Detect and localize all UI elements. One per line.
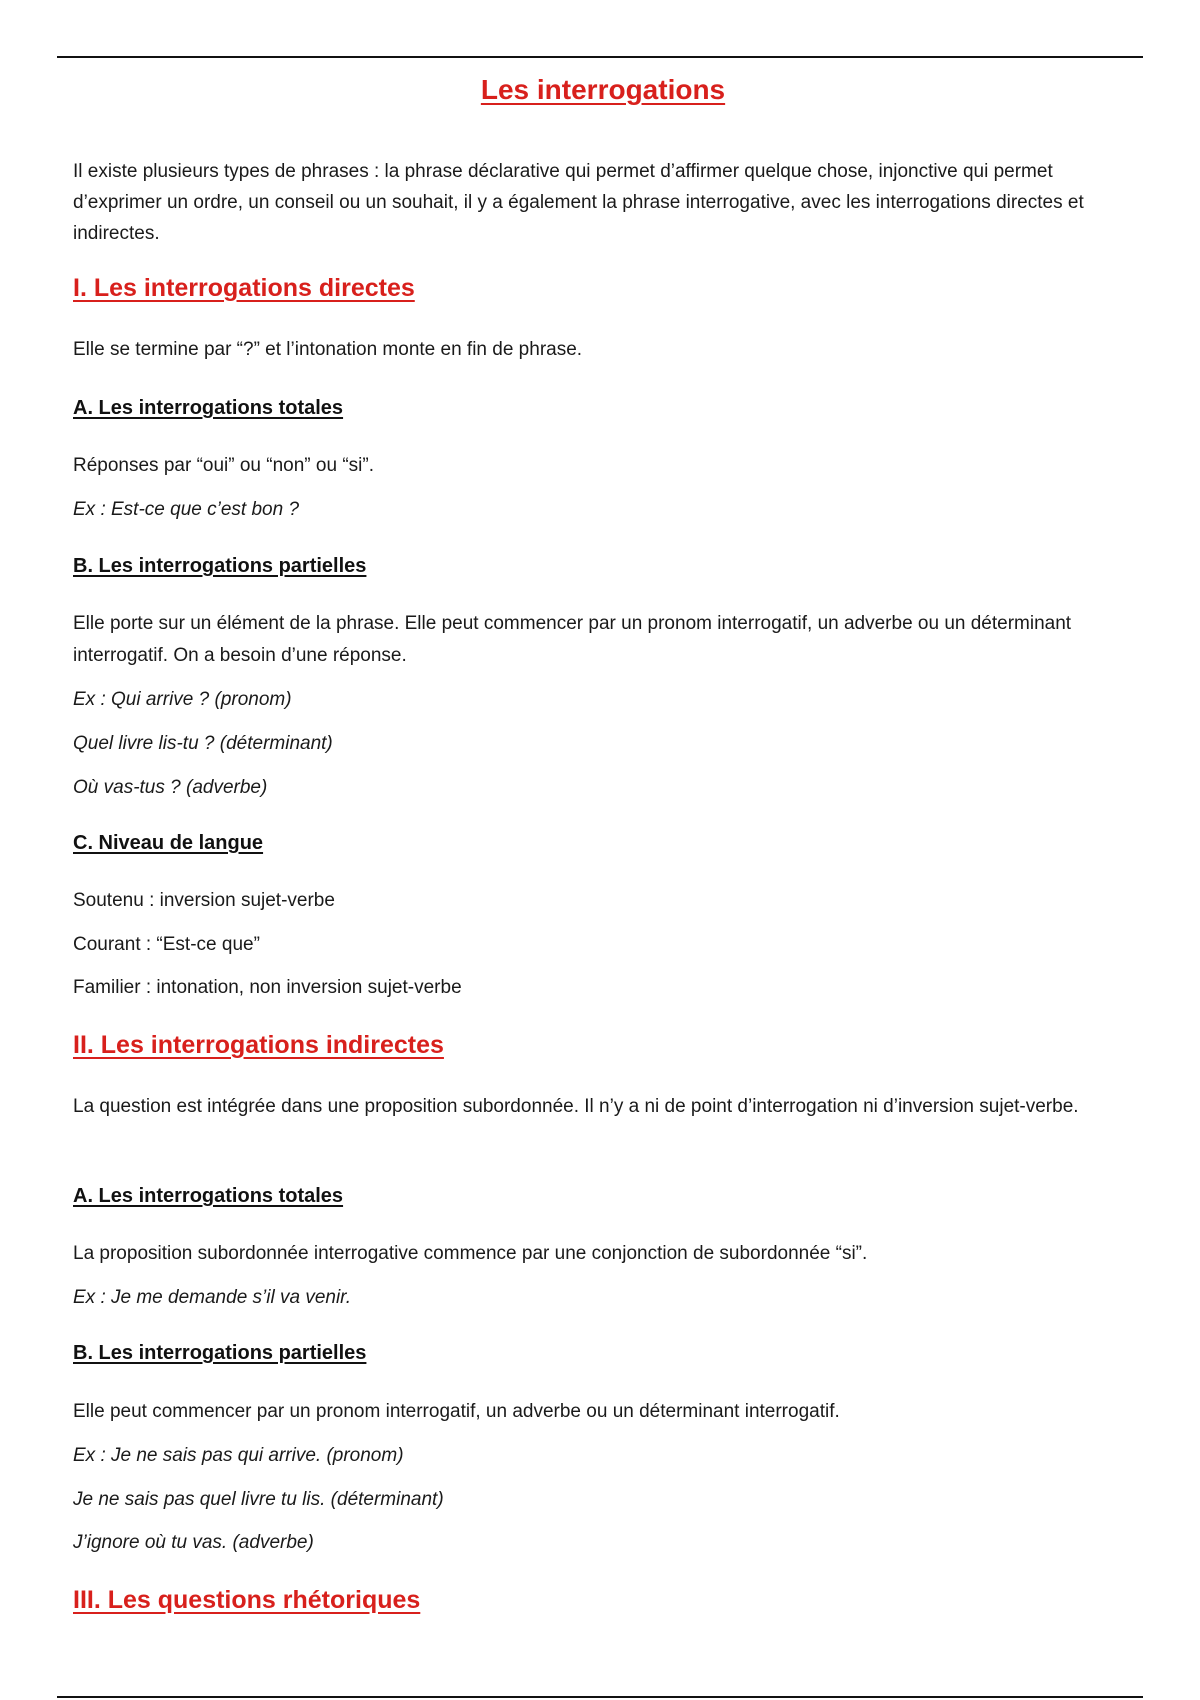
section-2a-heading: A. Les interrogations totales	[73, 1185, 344, 1207]
section-2b-heading: B. Les interrogations partielles	[73, 1342, 367, 1364]
section-1c-line-1: Soutenu : inversion sujet-verbe	[73, 890, 335, 911]
section-1a-example-1: Ex : Est-ce que c’est bon ?	[73, 499, 300, 520]
section-2-heading: II. Les interrogations indirectes	[73, 1031, 444, 1059]
section-2a-text: La proposition subordonnée interrogative commence par une conjonction de subordonnée “si”.	[73, 1243, 868, 1264]
section-2b-example-3: J’ignore où tu vas. (adverbe)	[73, 1532, 314, 1553]
top-rule	[57, 56, 1143, 58]
bottom-rule	[57, 1696, 1143, 1698]
section-1c-line-2: Courant : “Est-ce que”	[73, 934, 260, 955]
section-2b-example-1: Ex : Je ne sais pas qui arrive. (pronom)	[73, 1445, 404, 1466]
section-1b-text: Elle porte sur un élément de la phrase. Elle peut commencer par un pronom interrogatif, un adverbe ou un déterminant interrogatif. On a besoin d’une réponse.	[73, 613, 1072, 666]
section-2-text: La question est intégrée dans une proposition subordonnée. Il n’y a ni de point d’interrogation ni d’inversion sujet-verbe.	[73, 1096, 1079, 1117]
section-2a-example-1: Ex : Je me demande s’il va venir.	[73, 1287, 352, 1308]
section-2b-text: Elle peut commencer par un pronom interrogatif, un adverbe ou un déterminant interrogatif.	[73, 1401, 840, 1422]
section-1b-heading: B. Les interrogations partielles	[73, 555, 367, 577]
intro-paragraph: Il existe plusieurs types de phrases : la phrase déclarative qui permet d’affirmer quelque chose, injonctive qui permet d’exprimer un ordre, un conseil ou un souhait, il y a également la phrase interrogative, avec les interrogations directes et indirectes.	[73, 161, 1084, 244]
section-1c-heading: C. Niveau de langue	[73, 832, 264, 854]
section-1b-example-2: Quel livre lis-tu ? (déterminant)	[73, 733, 333, 754]
section-3-heading: III. Les questions rhétoriques	[73, 1586, 421, 1614]
section-1b-example-3: Où vas-tus ? (adverbe)	[73, 777, 268, 798]
section-1c-line-3: Familier : intonation, non inversion sujet-verbe	[73, 977, 462, 998]
section-2b-example-2: Je ne sais pas quel livre tu lis. (déterminant)	[73, 1489, 444, 1510]
section-1a-heading: A. Les interrogations totales	[73, 397, 344, 419]
section-1b-example-1: Ex : Qui arrive ? (pronom)	[73, 689, 292, 710]
section-1-text: Elle se termine par “?” et l’intonation monte en fin de phrase.	[73, 339, 583, 360]
section-1a-text: Réponses par “oui” ou “non” ou “si”.	[73, 455, 374, 476]
section-1-heading: I. Les interrogations directes	[73, 274, 415, 302]
page-title: Les interrogations	[480, 74, 726, 105]
